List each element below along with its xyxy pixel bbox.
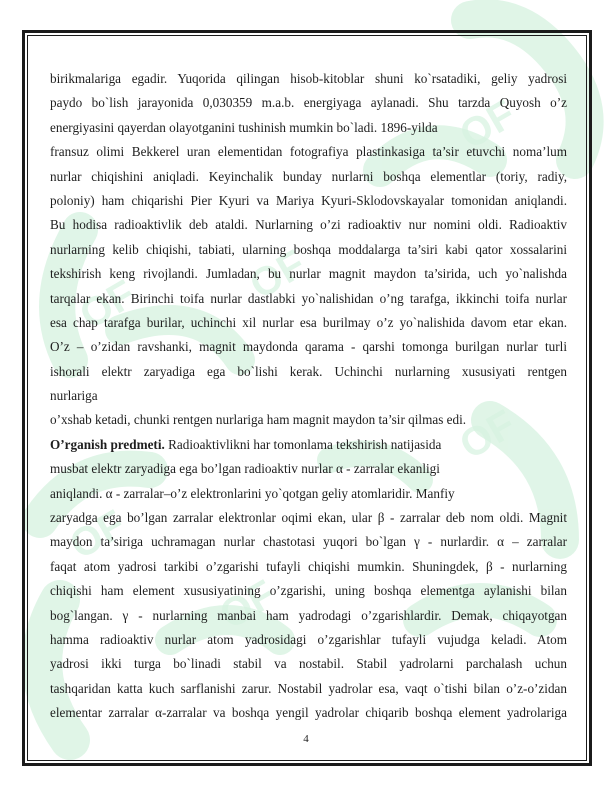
line-text: tarqalar ekan. Birinchi toifa nurlar dastlabki yo`nalishidan o’ng tarafga, ikkinchi toifa nurlar (50, 290, 567, 306)
text-line (50, 189, 567, 213)
line-text: yadrosi ikki turga bo`linadi stabil va nostabil. Stabil yadrolarni parchalash uchun (50, 656, 567, 672)
line-text: nurlarning kelib chiqishi, tabiati, ularning boshqa moddalarga ta’siri kabi qator xossalarini (50, 241, 567, 257)
text-line (50, 238, 567, 262)
line-text: esa chap tarafga burilar, uchinchi xil nurlar esa burilmay o’z yo`nalishida davom etar ekan. (50, 314, 567, 330)
text-line (50, 604, 567, 628)
line-text: Bu hodisa radioaktivlik deb ataldi. Nurlarning o’zi radioaktiv nur nomini oldi. Radioaktiv (50, 217, 567, 233)
line-text: Radioaktivlikni har tomonlama tekshirish natijasida (164, 436, 442, 452)
text-line (50, 433, 567, 457)
line-text: fransuz olimi Bekkerel uran elementidan fotografiya plastinkasiga ta’sir etuvchi noma’lum (50, 144, 567, 160)
line-text: elementar zarralar α-zarralar va boshqa yengil yadrolar chiqarib boshqa element yadrolariga (50, 705, 567, 721)
line-text: paydo bo`lish jarayonida 0,030359 m.a.b. energiyaga aylanadi. Shu tarzda Quyosh o’z (50, 95, 567, 111)
line-text: musbat elektr zaryadiga ega bo’lgan radioaktiv nurlar α - zarralar ekanligi (50, 461, 440, 477)
line-text: nurlar chiqishini aniqladi. Keyinchalik bunday nurlarni boshqa elementlar (toriy, radiy, (50, 168, 567, 184)
text-line (50, 262, 567, 286)
line-text: birikmalariga egadir. Yuqorida qilingan hisob-kitoblar shuni ko`rsatadiki, geliy yadrosi (50, 71, 567, 86)
text-line (50, 701, 567, 725)
text-line (50, 311, 567, 335)
watermark-letters: OF (212, 571, 283, 638)
line-text: tashqaridan katta kuch sarflanishi zarur. Nostabil yadrolar esa, vaqt o`tishi bilan o’z-o’zidan (50, 680, 567, 696)
line-text: faqat atom yadrosi tarkibi o’zgarishi tufayli chiqishi mumkin. Shuningdek, β - nurlarning (50, 558, 567, 574)
text-line (50, 67, 567, 91)
line-text: nurlariga (50, 388, 98, 404)
watermark-letters: OF (452, 401, 523, 468)
text-line (50, 360, 567, 384)
line-text: zaryadga ega bo’lgan zarralar elektronlar oqimi ekan, ular β - zarralar deb nom oldi. Magnit (50, 510, 567, 526)
watermark-letters: OF (72, 271, 143, 338)
text-line (50, 140, 567, 164)
page-number: 4 (303, 733, 309, 745)
text-line (50, 506, 567, 530)
body-text (50, 67, 567, 726)
section-heading: O’rganish predmeti. (50, 436, 165, 452)
text-line (50, 652, 567, 676)
text-line (50, 579, 567, 603)
text-line (50, 530, 567, 554)
text-line (50, 91, 567, 115)
text-line (50, 482, 567, 506)
line-text: energiyasini qayerdan olayotganini tushinish mumkin bo`ladi. 1896-yilda (50, 119, 438, 135)
text-line (50, 384, 567, 408)
line-text: ishorali elektr zaryadiga ega bo`lishi kerak. Uchinchi nurlarning xususiyati rentgen (50, 363, 567, 379)
text-line (50, 213, 567, 237)
line-text: hamma radioaktiv nurlar atom yadrosidagi o’zgarishlar tufayli vujudga keladi. Atom (50, 631, 567, 647)
text-line (50, 116, 567, 140)
line-text: poloniy) ham chiqarishi Pier Kyuri va Mariya Kyuri-Sklodovskayalar tomonidan aniqlandi. (50, 192, 567, 208)
line-text: tekshirish keng rivojlandi. Jumladan, bu nurlar magnit maydon ta’sirida, uch yo`nalishda (50, 266, 567, 282)
text-line (50, 287, 567, 311)
text-line (50, 555, 567, 579)
watermark-letters: OF (242, 241, 313, 308)
line-text: o’xshab ketadi, chunki rentgen nurlariga ham magnit maydon ta’sir qilmas edi. (50, 412, 467, 428)
line-text: aniqlandi. α - zarralar–o’z elektronlarini yo`qotgan geliy atomlaridir. Manfiy (50, 485, 455, 501)
text-line (50, 677, 567, 701)
line-text: O’z – o’zidan ravshanki, magnit maydonda qarama - qarshi tomonga burilgan nurlar turli (50, 339, 567, 355)
watermark-letters: OF (62, 501, 133, 568)
line-text: bog`langan. γ - nurlarning manbai ham yadrodagi o’zgarishlardir. Demak, chiqayotgan (50, 607, 567, 623)
text-line (50, 628, 567, 652)
line-text: maydon ta’siriga uchramagan nurlar chastotasi yuqori bo`lgan γ - nurlardir. α – zarralar (50, 534, 567, 550)
text-line (50, 408, 567, 432)
watermark-letters: OF (452, 91, 523, 158)
line-text: chiqishi ham element xususiyatining o’zgarishi, uning boshqa elementga aylanishi bilan (50, 583, 567, 599)
text-line (50, 335, 567, 359)
text-line (50, 165, 567, 189)
text-line (50, 457, 567, 481)
